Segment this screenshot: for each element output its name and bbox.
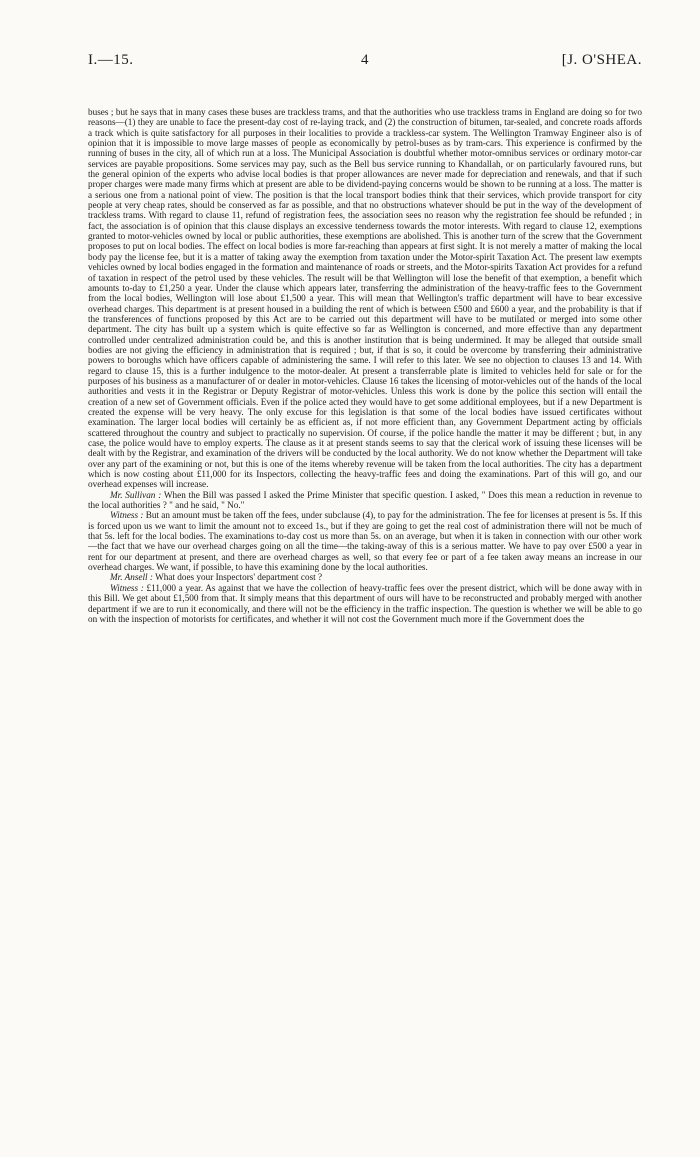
page-number: 4 (361, 52, 369, 68)
paragraph-3 (88, 510, 642, 572)
page-body (88, 107, 642, 624)
paragraph-2-text: When the Bill was passed I asked the Prime Minister that specific question. I asked, " Does this mean a reduction in revenue to the local authorities ? " and he said, " No." (88, 489, 642, 511)
document-reference: I.—15. (88, 52, 134, 68)
speaker-label: Witness : (110, 510, 144, 521)
paragraph-4 (88, 572, 642, 582)
speaker-label: Mr. Sullivan : (110, 489, 162, 500)
paragraph-1-text: buses ; but he says that in many cases these buses are trackless trams, and that the authorities who use trackless trams in England are doing so for two reasons—(1) they are unable to face the present-day cost of re-laying track, and (2) the construction of bitumen, tar-sealed, and concrete roads affords a track which is quite satisfactory for all purposes in their localities to provide a trackless-car system. The Wellington Tramway Engineer also is of opinion that it is impossible to move large masses of people as economically by petrol-buses as by tram-cars. This experience is confirmed by the running of buses in the city, all of which run at a loss. The Municipal Association is doubtful whether motor-omnibus services or ordinary motor-car services are payable propositions. Some services may pay, such as the Bell bus service running to Khandallah, or on particularly favoured runs, but the general opinion of the experts who advise local bodies is that proper allowances are never made for depreciation and renewals, and that if such proper charges were made many firms which at present are able to be dividend-paying concerns would be shown to be running at a loss. The matter is a serious one from a national point of view. The position is that the local transport bodies think that their services, which provide transport for city people at very cheap rates, should be conserved as far as possible, and that no obstructions whatever should be put in the way of the development of trackless trams. With regard to clause 11, refund of registration fees, the association sees no reason why the registration fee should be refunded ; in fact, the association is of opinion that this clause displays an excessive tenderness towards the motor interests. With regard to clause 12, exemptions granted to motor-vehicles owned by local or public authorities, these exemptions are abolished. This is another turn of the screw that the Government proposes to put on local bodies. The effect on local bodies is more far-reaching than appears at first sight. It is not merely a matter of making the local body pay the license fee, but it is a matter of taking away the exemption from taxation under the Motor-spirit Taxation Act. The present law exempts vehicles owned by local bodies engaged in the formation and maintenance of roads or streets, and the Motor-spirits Taxation Act provides for a refund of taxation in respect of the petrol used by these vehicles. The result will be that Wellington will lose the benefit of that exemption, a benefit which amounts to-day to £1,250 a year. Under the clause which appears later, transferring the administration of the heavy-traffic fees to the Government from the local bodies, Wellington will lose about £1,500 a year. This will mean that Wellington's traffic department will have to bear excessive overhead charges. This department is at present housed in a building the rent of which is between £500 and £600 a year, and the probability is that if the transferences of functions proposed by this Act are to be carried out this department will have to be mutilated or merged into some other department. The city has built up a system which is quite effective so far as Wellington is concerned, and more effective than any department controlled under centralized administration could be, and this is another institution that is being undermined. It may be alleged that outside small bodies are not giving the efficiency in administration that is required ; but, if that is so, it could be overcome by transferring their administrative powers to boroughs which have officers capable of administering the same. I will refer to this later. We see no objection to clauses 13 and 14. With regard to clause 15, this is a further indulgence to the motor-dealer. At present a transferrable plate is limited to vehicles held for sale or for the purposes of his business as a manufacturer of or dealer in motor-vehicles. Clause 16 takes the licensing of motor-vehicles out of the hands of the local authorities and vests it in the Registrar or Deputy Registrar of motor-vehicles. Unless this work is done by the police this section will entail the creation of a new set of Government officials. Even if the police acted they would have to get some additional employees, but if a new Department is created the expense will be very heavy. The only excuse for this legislation is that some of the local bodies have issued certificates without examination. The larger local bodies will certainly be as efficient as, if not more efficient than, any Government Department acting by officials scattered throughout the country and subject to practically no supervision. Of course, if the police handle the matter it may be different ; but, in any case, the police would have to employ experts. The clause as it at present stands seems to say that the clerical work of issuing these licenses will be dealt with by the Registrar, and examination of the drivers will be conducted by the local authority. We do not know whether the Department will take over any part of the examining or not, but this is one of the items whereby revenue will be taken from the local authorities. The city has a department which is now costing about £11,000 for its Inspectors, collecting the heavy-traffic fees and doing the examinations. Part of this will go, and our overhead expenses will increase. (88, 107, 642, 490)
speaker-label: Mr. Ansell : (110, 572, 153, 583)
paragraph-1 (88, 107, 642, 490)
paragraph-5 (88, 583, 642, 624)
paragraph-4-text: What does your Inspectors' department cost ? (152, 572, 323, 583)
paragraph-3-text: But an amount must be taken off the fees, under subclause (4), to pay for the administration. The fee for licenses at present is 5s. If this is forced upon us we want to limit the amount not to exceed 1s., but if they are going to get the real cost of administration there will not be much of that 5s. left for the local bodies. The examinations to-day cost us more than 5s. on an average, but when it is taken in connection with our other work—the fact that we have our overhead charges going on all the time—the taking-away of this is a serious matter. We have to pay over £500 a year in rent for our department at present, and there are overhead charges as well, so that every fee or part of a fee taken away means an increase in our overhead charges. We want, if possible, to have this examining done by the local authorities. (88, 510, 642, 573)
paragraph-2 (88, 490, 642, 511)
speaker-label: Witness : (110, 582, 144, 593)
paragraph-5-text: £11,000 a year. As against that we have the collection of heavy-traffic fees over the present district, which will be done away with in this Bill. We get about £1,500 from that. It simply means that this department of ours will have to be reconstructed and probably merged with another department if we are to run it economically, and there will not be the efficiency in the traffic inspection. The question is whether we will be able to go on with the inspection of motorists for certificates, and whether it will not cost the Government much more if the Government does the (88, 582, 642, 624)
page-header (88, 52, 642, 72)
witness-name: [J. O'SHEA. (561, 52, 642, 68)
